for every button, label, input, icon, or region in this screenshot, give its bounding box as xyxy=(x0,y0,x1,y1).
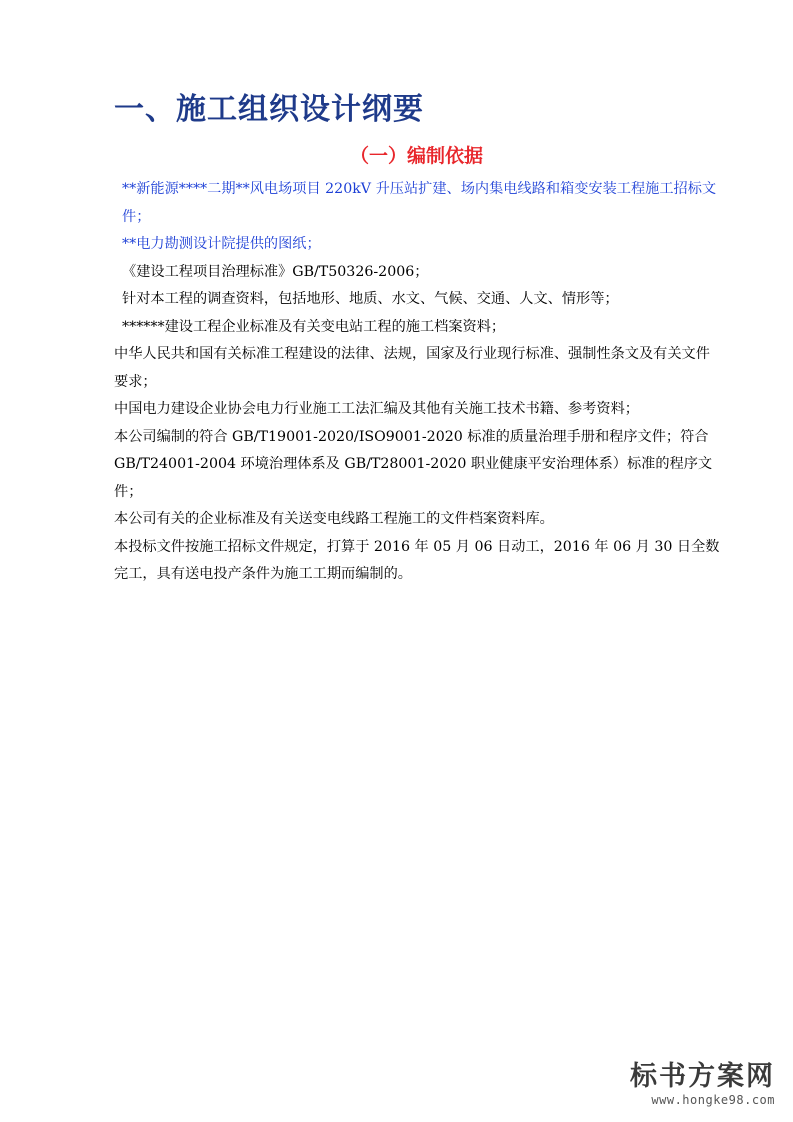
logo-title: 标书方案网 xyxy=(630,1061,775,1092)
paragraph: 《建设工程项目治理标准》GB/T50326-2006； xyxy=(122,263,429,280)
paragraph: 本公司编制的符合 GB/T19001-2020/ISO9001-2020 标准的质量治理手册和程序文件；符合 GB/T24001-2004 环境治理体系及 GB/T28001-2020 职业健康平安治理体系）标准的程序文件； xyxy=(114,428,713,500)
paragraph: 中华人民共和国有关标准工程建设的法律、法规，国家及行业现行标准、强制性条文及有关文件要求； xyxy=(114,346,710,390)
main-title: 一、施工组织设计纲要 xyxy=(114,92,424,127)
paragraph: **新能源****二期**风电场项目 220kV 升压站扩建、场内集电线路和箱变安装工程施工招标文件； xyxy=(122,181,717,225)
paragraph: 本投标文件按施工招标文件规定，打算于 2016 年 05 月 06 日动工，2016 年 06 月 30 日全数完工，具有送电投产条件为施工工期而编制的。 xyxy=(114,538,720,582)
paragraph: 本公司有关的企业标准及有关送变电线路工程施工的文件档案资料库。 xyxy=(114,511,554,527)
site-logo xyxy=(625,1062,775,1108)
paragraph: 中国电力建设企业协会电力行业施工工法汇编及其他有关施工技术书籍、参考资料； xyxy=(114,401,639,417)
logo-url: www.hongke98.com xyxy=(651,1093,775,1107)
body-content xyxy=(114,176,724,589)
paragraph: ******建设工程企业标准及有关变电站工程的施工档案资料； xyxy=(122,318,506,335)
section-title: （一）编制依据 xyxy=(349,145,483,167)
paragraph: 针对本工程的调查资料，包括地形、地质、水文、气候、交通、人文、情形等； xyxy=(122,291,619,307)
paragraph: **电力勘测设计院提供的图纸； xyxy=(122,236,321,252)
